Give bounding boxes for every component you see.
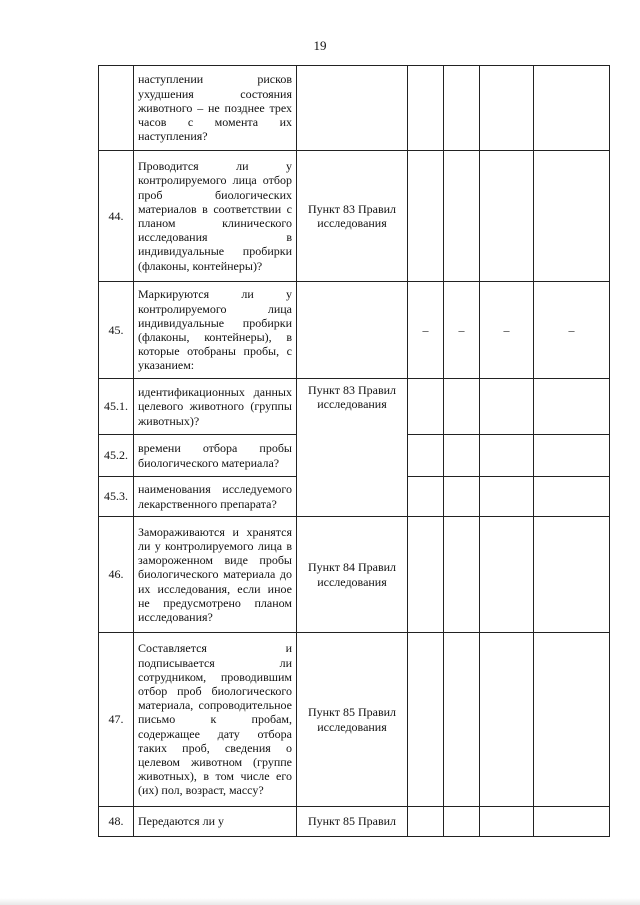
answer-na-cell[interactable] (480, 517, 534, 633)
answer-yes-cell[interactable] (408, 517, 444, 633)
legal-reference: Пункт 83 Правил исследования (297, 151, 408, 282)
table-row (99, 807, 610, 837)
requirement-text: Замораживаются и хранятся ли у контролируемого лица в замороженном виде пробы биологического материала до их исследования, если иное не предусмотрено планом исследования? (134, 517, 297, 633)
table-row (99, 282, 610, 379)
requirement-text: Маркируются ли у контролируемого лица индивидуальные пробирки (флаконы, контейнеры), в которые отобраны пробы, с указанием: (134, 282, 297, 379)
requirement-text: Проводится ли у контролируемого лица отбор проб биологических материалов в соответствии с планом клинического исследования в индивидуальные пробирки (флаконы, контейнеры)? (134, 151, 297, 282)
table-row (99, 66, 610, 151)
row-number (99, 66, 134, 151)
dash-mark: – (534, 282, 610, 379)
row-number: 45.1. (99, 379, 134, 435)
dash-mark: – (408, 282, 444, 379)
answer-na-cell[interactable] (480, 633, 534, 807)
answer-yes-cell[interactable] (408, 151, 444, 282)
answer-no-cell[interactable] (444, 517, 480, 633)
answer-na-cell[interactable] (480, 435, 534, 477)
scan-edge (0, 898, 640, 905)
answer-yes-cell[interactable] (408, 807, 444, 837)
legal-reference: Пункт 83 Правил исследования (297, 379, 408, 517)
requirement-text: Составляется и подписывается ли сотрудником, проводившим отбор проб биологического материала, сопроводительное письмо к пробам, содержащее дату отбора таких проб, сведения о целевом животном (группе животных), в том числе его (их) пол, возраст, массу? (134, 633, 297, 807)
requirement-text: Передаются ли у (134, 807, 297, 837)
table-row (99, 517, 610, 633)
answer-no-cell[interactable] (444, 477, 480, 517)
answer-yes-cell[interactable] (408, 66, 444, 151)
legal-reference: Пункт 85 Правил исследования (297, 633, 408, 807)
answer-yes-cell[interactable] (408, 477, 444, 517)
row-number: 47. (99, 633, 134, 807)
comment-cell[interactable] (534, 517, 610, 633)
legal-reference-empty (297, 282, 408, 379)
table-row (99, 633, 610, 807)
answer-na-cell[interactable] (480, 379, 534, 435)
comment-cell[interactable] (534, 379, 610, 435)
comment-cell[interactable] (534, 477, 610, 517)
row-number: 46. (99, 517, 134, 633)
table-row (99, 151, 610, 282)
comment-cell[interactable] (534, 151, 610, 282)
answer-yes-cell[interactable] (408, 633, 444, 807)
answer-yes-cell[interactable] (408, 435, 444, 477)
answer-no-cell[interactable] (444, 66, 480, 151)
requirement-text: идентификационных данных целевого животного (группы животных)? (134, 379, 297, 435)
answer-yes-cell[interactable] (408, 379, 444, 435)
answer-na-cell[interactable] (480, 807, 534, 837)
answer-no-cell[interactable] (444, 807, 480, 837)
row-number: 48. (99, 807, 134, 837)
row-number: 45.3. (99, 477, 134, 517)
dash-mark: – (480, 282, 534, 379)
requirement-text: времени отбора пробы биологического материала? (134, 435, 297, 477)
dash-mark: – (444, 282, 480, 379)
answer-no-cell[interactable] (444, 379, 480, 435)
legal-reference (297, 66, 408, 151)
answer-no-cell[interactable] (444, 435, 480, 477)
row-number: 44. (99, 151, 134, 282)
answer-na-cell[interactable] (480, 151, 534, 282)
legal-reference: Пункт 84 Правил исследования (297, 517, 408, 633)
comment-cell[interactable] (534, 66, 610, 151)
answer-na-cell[interactable] (480, 477, 534, 517)
answer-na-cell[interactable] (480, 66, 534, 151)
requirement-text: наименования исследуемого лекарственного препарата? (134, 477, 297, 517)
table-row (99, 379, 610, 435)
comment-cell[interactable] (534, 633, 610, 807)
row-number: 45.2. (99, 435, 134, 477)
checklist-table (98, 65, 610, 837)
comment-cell[interactable] (534, 435, 610, 477)
row-number: 45. (99, 282, 134, 379)
page-number: 19 (313, 38, 327, 53)
requirement-text: наступлении рисков ухудшения состояния животного – не позднее трех часов с момента их наступления? (134, 66, 297, 151)
answer-no-cell[interactable] (444, 151, 480, 282)
answer-no-cell[interactable] (444, 633, 480, 807)
legal-reference: Пункт 85 Правил (297, 807, 408, 837)
comment-cell[interactable] (534, 807, 610, 837)
